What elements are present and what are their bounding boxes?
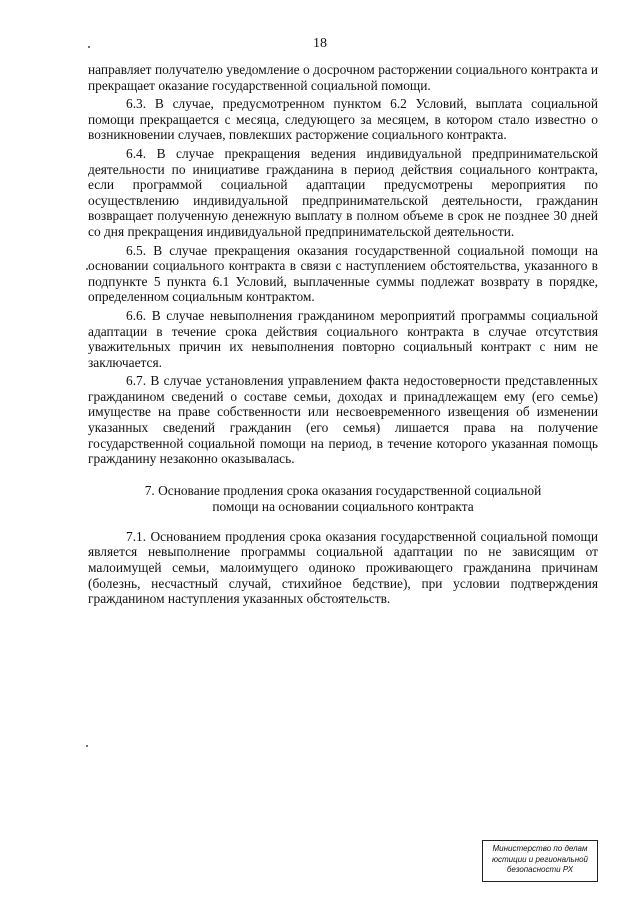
paragraph-7-1: 7.1. Основанием продления срока оказания государственной социальной помощи является невыполнение программы социальной адаптации по не зависящим от малоимущей семьи, малоимущего одиноко проживающего гражданина причинам (болезнь, несчастный случай, стихийное бедствие), при условии подтверждения гражданином наступления указанных обстоятельств. <box>88 528 598 607</box>
scan-speck <box>88 46 90 48</box>
stamp-line-2: юстиции и региональной <box>491 854 589 864</box>
ministry-stamp <box>482 840 598 882</box>
stamp-line-3: безопасности РХ <box>506 865 574 874</box>
paragraph-6-6: 6.6. В случае невыполнения гражданином мероприятий программы социальной адаптации в течение срока действия социального контракта в случае отсутствия уважительных причин их невыполнения повторно социальный контракт с ним не заключается. <box>88 307 598 370</box>
paragraph-6-3: 6.3. В случае, предусмотренном пунктом 6.2 Условий, выплата социальной помощи прекращается с месяца, следующего за месяцем, в котором стало известно о возникновении случаев, повлекших расторжение социального контракта. <box>88 96 598 143</box>
stamp-line-1: Министерство по делам <box>492 844 588 853</box>
document-body <box>88 62 598 610</box>
paragraph-6-4: 6.4. В случае прекращения ведения индивидуальной предпринимательской деятельности по инициативе гражданина в период действия социального контракта, если программой социальной адаптации предусмотрены мероприятия по осуществлению индивидуальной предпринимательской деятельности, гражданин возвращает полученную денежную выплату в полном объеме в срок не позднее 30 дней со дня прекращения индивидуальной предпринимательской деятельности. <box>88 145 598 239</box>
scan-speck <box>86 268 88 270</box>
paragraph-6-7: 6.7. В случае установления управлением факта недостоверности представленных гражданином сведений о составе семьи, доходах и принадлежащем ему (его семье) имуществе на праве собственности или несвоевременного извещения об изменении указанных сведений гражданин (его семья) лишается права на получение государственной социальной помощи на период, в течение которого указанная помощь гражданину незаконно оказывалась. <box>88 373 598 467</box>
scan-speck <box>86 745 88 747</box>
paragraph-continuation: направляет получателю уведомление о досрочном расторжении социального контракта и прекращает оказание государственной социальной помощи. <box>88 62 598 93</box>
section-7-title <box>88 483 598 515</box>
section-title-line-2: помощи на основании социального контракта <box>212 498 474 514</box>
paragraph-6-5: 6.5. В случае прекращения оказания государственной социальной помощи на основании социального контракта в связи с наступлением обстоятельства, указанного в подпункте 5 пункта 6.1 Условий, выплаченные суммы подлежат возврату в порядке, определенном социальным контрактом. <box>88 242 598 305</box>
page-number: 18 <box>313 36 327 51</box>
section-title-line-1: 7. Основание продления срока оказания государственной социальной <box>144 482 542 498</box>
